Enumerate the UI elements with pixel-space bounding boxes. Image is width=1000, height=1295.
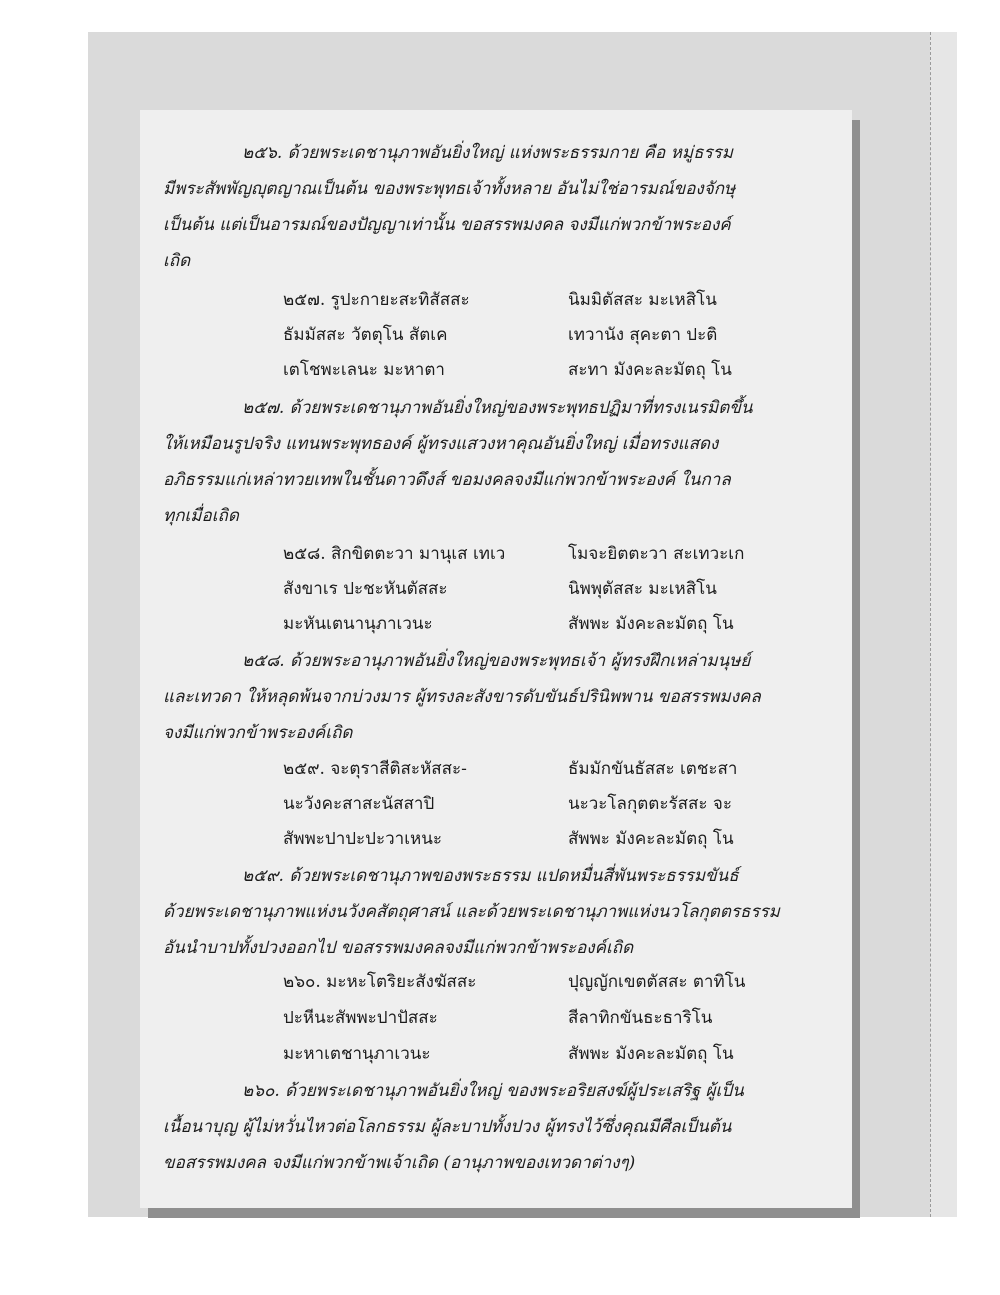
paragraph-256-line-4: เถิด: [163, 251, 191, 271]
paragraph-259-line-1: ๒๕๙. ด้วยพระเดชานุภาพของพระธรรม แปดหมื่นสี่พันพระธรรมขันธ์: [242, 866, 739, 886]
paragraph-257-line-4: ทุกเมื่อเถิด: [163, 506, 239, 526]
paragraph-259-line-2: ด้วยพระเดชานุภาพแห่งนวังคสัตถุศาสน์ และด้วยพระเดชานุภาพแห่งนวโลกุตตรธรรม: [163, 902, 780, 922]
verse-259-right-3: สัพพะ มังคะละมัตถุ โน: [568, 829, 734, 849]
verse-257-left-1: ๒๕๗. รูปะกายะสะทิสัสสะ: [283, 290, 470, 310]
paragraph-256-line-1: ๒๕๖. ด้วยพระเดชานุภาพอันยิ่งใหญ่ แห่งพระธรรมกาย คือ หมู่ธรรม: [242, 143, 733, 163]
paragraph-257-line-1: ๒๕๗. ด้วยพระเดชานุภาพอันยิ่งใหญ่ของพระพุทธปฏิมาที่ทรงเนรมิตขึ้น: [242, 398, 753, 418]
verse-259-left-1: ๒๕๙. จะตุราสีติสะหัสสะ-: [283, 759, 467, 779]
paragraph-258-line-3: จงมีแก่พวกข้าพระองค์เถิด: [163, 723, 353, 743]
verse-258-right-1: โมจะยิตตะวา สะเทวะเก: [568, 544, 745, 564]
paragraph-260-line-3: ขอสรรพมงคล จงมีแก่พวกข้าพเจ้าเถิด (อานุภาพของเทวดาต่างๆ): [163, 1153, 636, 1173]
verse-257-left-2: ธัมมัสสะ วัตตุโน สัตเค: [283, 325, 448, 345]
verse-257-right-2: เทวานัง สุคะตา ปะติ: [568, 325, 718, 345]
verse-257-left-3: เตโชพะเลนะ มะหาตา: [283, 360, 445, 380]
paragraph-258-line-1: ๒๕๘. ด้วยพระอานุภาพอันยิ่งใหญ่ของพระพุทธเจ้า ผู้ทรงฝึกเหล่ามนุษย์: [242, 651, 751, 671]
scan-edge-strip: [930, 32, 957, 1217]
verse-259-left-3: สัพพะปาปะปะวาเหนะ: [283, 829, 442, 849]
paragraph-257-line-2: ให้เหมือนรูปจริง แทนพระพุทธองค์ ผู้ทรงแสวงหาคุณอันยิ่งใหญ่ เมื่อทรงแสดง: [163, 434, 719, 454]
verse-258-left-1: ๒๕๘. สิกขิตตะวา มานุเส เทเว: [283, 544, 506, 564]
verse-257-right-1: นิมมิตัสสะ มะเหสิโน: [568, 290, 717, 310]
verse-259-right-2: นะวะโลกุตตะรัสสะ จะ: [568, 794, 732, 814]
paragraph-260-line-1: ๒๖๐. ด้วยพระเดชานุภาพอันยิ่งใหญ่ ของพระอริยสงฆ์ผู้ประเสริฐ ผู้เป็น: [242, 1081, 744, 1101]
verse-258-left-2: สังขาเร ปะชะหันตัสสะ: [283, 579, 448, 599]
verse-260-left-3: มะหาเตชานุภาเวนะ: [283, 1044, 431, 1064]
verse-259-right-1: ธัมมักขันธัสสะ เตชะสา: [568, 759, 738, 779]
verse-259-left-2: นะวังคะสาสะนัสสาปิ: [283, 794, 435, 814]
verse-258-right-3: สัพพะ มังคะละมัตถุ โน: [568, 614, 734, 634]
paragraph-258-line-2: และเทวดา ให้หลุดพ้นจากบ่วงมาร ผู้ทรงละสังขารดับขันธ์ปรินิพพาน ขอสรรพมงคล: [163, 687, 761, 707]
verse-260-left-1: ๒๖๐. มะหะโตริยะสังฆัสสะ: [283, 972, 477, 992]
verse-258-right-2: นิพพุตัสสะ มะเหสิโน: [568, 579, 717, 599]
paragraph-260-line-2: เนื้อนาบุญ ผู้ไม่หวั่นไหวต่อโลกธรรม ผู้ละบาปทั้งปวง ผู้ทรงไว้ซึ่งคุณมีศีลเป็นต้น: [163, 1117, 732, 1137]
verse-260-right-1: ปุญญักเขตตัสสะ ตาทิโน: [568, 972, 746, 992]
verse-257-right-3: สะทา มังคะละมัตถุ โน: [568, 360, 732, 380]
verse-260-left-2: ปะหีนะสัพพะปาปัสสะ: [283, 1008, 438, 1028]
verse-260-right-3: สัพพะ มังคะละมัตถุ โน: [568, 1044, 734, 1064]
paragraph-256-line-2: มีพระสัพพัญญุตญาณเป็นต้น ของพระพุทธเจ้าทั้งหลาย อันไม่ใช่อารมณ์ของจักษุ: [163, 179, 736, 199]
paragraph-257-line-3: อภิธรรมแก่เหล่าทวยเทพในชั้นดาวดึงส์ ขอมงคลจงมีแก่พวกข้าพระองค์ ในกาล: [163, 470, 731, 490]
verse-260-right-2: สีลาทิกขันธะธาริโน: [568, 1008, 713, 1028]
paragraph-256-line-3: เป็นต้น แต่เป็นอารมณ์ของปัญญาเท่านั้น ขอสรรพมงคล จงมีแก่พวกข้าพระองค์: [163, 215, 731, 235]
verse-258-left-3: มะหันเตนานุภาเวนะ: [283, 614, 433, 634]
paragraph-259-line-3: อันนำบาปทั้งปวงออกไป ขอสรรพมงคลจงมีแก่พวกข้าพระองค์เถิด: [163, 938, 634, 958]
